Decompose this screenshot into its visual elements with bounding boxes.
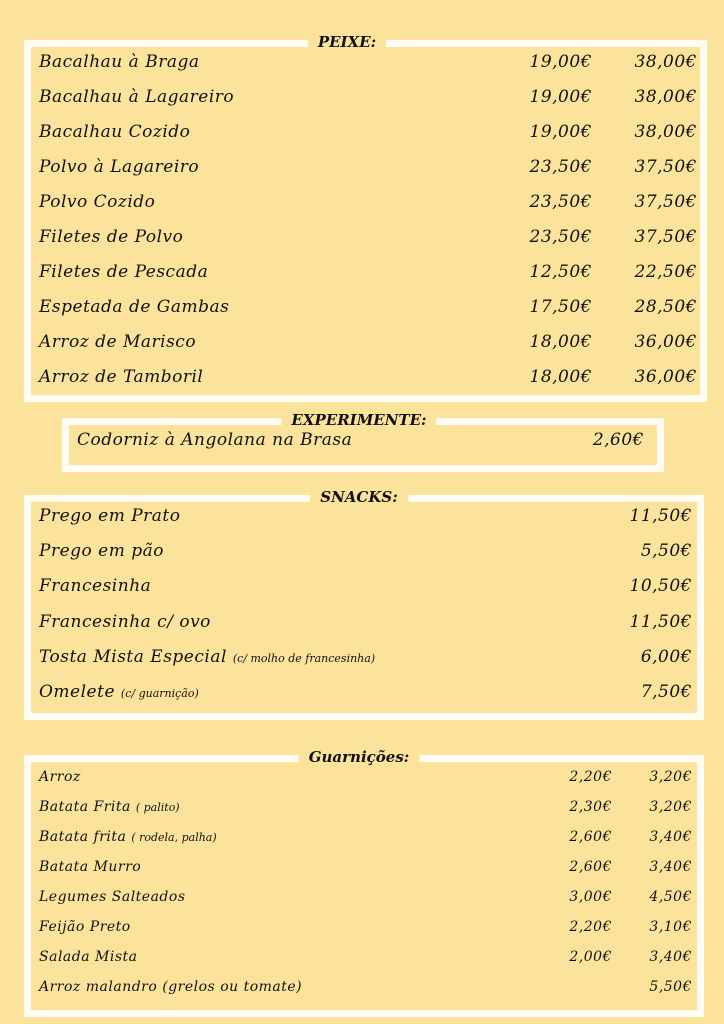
item-name [39,257,208,287]
item-price: 6,00€ [640,646,692,667]
item-price: 18,00€ [529,367,592,387]
item-name [39,292,229,322]
item-name-text: Omelete [39,682,116,702]
item-name-text: Francesinha c/ ovo [39,611,211,632]
menu-item [31,822,697,852]
item-price: 22,50€ [634,262,697,282]
menu-item [31,642,697,672]
item-price: 23,50€ [529,227,592,247]
item-price: 5,50€ [649,979,692,995]
item-price: 7,50€ [640,682,692,702]
item-name [77,425,352,455]
item-price: 2,20€ [569,769,612,785]
section-guarnicoes [24,748,704,1017]
item-price: 2,60€ [569,859,612,875]
menu-item [31,762,697,792]
item-price: 23,50€ [529,157,592,177]
item-name [39,642,375,674]
item-name-text: Batata Frita [39,799,131,815]
menu-item [31,117,700,147]
item-name [39,222,183,252]
menu-item [31,972,697,1002]
item-name-text: Espetada de Gambas [39,297,230,317]
item-name-text: Batata frita [39,829,127,845]
item-name [39,912,131,942]
item-name [39,117,190,147]
menu-item [31,571,697,601]
item-price: 36,00€ [634,367,697,387]
menu-item [31,327,700,357]
item-name [39,607,211,637]
menu-item [31,677,697,707]
item-name [39,82,234,112]
item-name [39,792,180,823]
item-price: 28,50€ [634,297,697,317]
item-name [39,327,196,357]
item-price: 38,00€ [634,87,697,107]
item-note: ( rodela, palha) [131,831,217,844]
item-price: 37,50€ [634,192,697,212]
item-name-text: Arroz de Marisco [39,332,197,352]
item-name [39,571,151,601]
item-note: (c/ molho de francesinha) [232,651,376,665]
item-price: 2,00€ [569,949,612,965]
item-name-text: Bacalhau à Braga [39,52,200,72]
item-name [39,501,181,531]
menu-item [31,607,697,637]
item-price: 36,00€ [634,332,697,352]
item-note: (c/ guarnição) [120,687,199,700]
item-name [39,762,81,792]
item-price: 3,40€ [649,829,692,845]
item-price: 37,50€ [634,227,697,247]
item-price: 5,50€ [640,541,692,562]
section-title: SNACKS: [310,486,408,508]
item-name-text: Filetes de Polvo [39,227,184,247]
item-price: 3,00€ [569,889,612,905]
menu-item [31,292,700,322]
item-name-text: Arroz de Tamboril [39,367,204,387]
item-name-text: Legumes Salteados [39,889,186,905]
section-title: PEIXE: [308,31,386,53]
item-price: 23,50€ [529,192,592,212]
menu-item [31,257,700,287]
item-name-text: Arroz malandro (grelos ou tomate) [39,979,303,995]
item-name [39,677,199,709]
menu-item [31,942,697,972]
menu-item [31,536,697,566]
item-price: 10,50€ [629,576,692,597]
menu-item [31,792,697,822]
item-price: 12,50€ [529,262,592,282]
section-title: Guarnições: [299,746,420,768]
item-name-text: Batata Murro [39,859,142,875]
item-name-text: Codorniz à Angolana na Brasa [77,430,353,450]
item-name-text: Francesinha [39,576,152,597]
item-name-text: Prego em Prato [39,506,181,526]
item-price: 38,00€ [634,52,697,72]
section-peixe [24,33,707,402]
item-name-text: Bacalhau Cozido [39,122,191,142]
item-price: 38,00€ [634,122,697,142]
item-name-text: Polvo à Lagareiro [39,157,200,177]
menu-item [31,362,700,392]
item-price: 2,60€ [569,829,612,845]
item-price: 19,00€ [529,52,592,72]
item-name [39,822,217,853]
item-name [39,882,186,912]
item-price: 2,30€ [569,799,612,815]
menu-item [31,152,700,182]
item-price: 11,50€ [629,506,692,526]
menu-item [69,425,657,455]
item-name [39,942,138,972]
item-price: 3,20€ [649,769,692,785]
menu-item [31,187,700,217]
item-name [39,852,141,882]
item-name-text: Tosta Mista Especial [39,646,227,667]
item-name-text: Filetes de Pescada [39,262,209,282]
menu-item [31,852,697,882]
item-name [39,972,302,1002]
item-price: 4,50€ [649,889,692,905]
item-name [39,536,164,566]
item-price: 3,40€ [649,949,692,965]
item-price: 3,20€ [649,799,692,815]
item-name [39,152,199,182]
menu-item [31,82,700,112]
item-price: 37,50€ [634,157,697,177]
item-name [39,47,199,77]
item-price: 3,10€ [649,919,692,935]
menu-item [31,501,697,531]
section-snacks [24,488,704,720]
section-title: EXPERIMENTE: [281,409,436,431]
item-name-text: Bacalhau à Lagareiro [39,87,235,107]
item-name-text: Polvo Cozido [39,192,156,212]
item-price: 11,50€ [629,611,692,632]
item-name-text: Feijão Preto [39,919,131,935]
section-experimente [62,411,664,472]
item-price: 18,00€ [529,332,592,352]
item-price: 3,40€ [649,859,692,875]
item-name [39,187,155,217]
item-name-text: Prego em pão [39,541,164,562]
item-note: ( palito) [135,801,180,814]
menu-item [31,222,700,252]
item-price: 19,00€ [529,87,592,107]
item-name-text: Arroz [39,769,81,785]
item-price: 19,00€ [529,122,592,142]
menu-item [31,882,697,912]
item-name-text: Salada Mista [39,949,138,965]
item-price: 2,20€ [569,919,612,935]
menu-item [31,912,697,942]
item-price: 2,60€ [592,430,644,450]
item-name [39,362,203,392]
item-price: 17,50€ [529,297,592,317]
menu-item [31,47,700,77]
